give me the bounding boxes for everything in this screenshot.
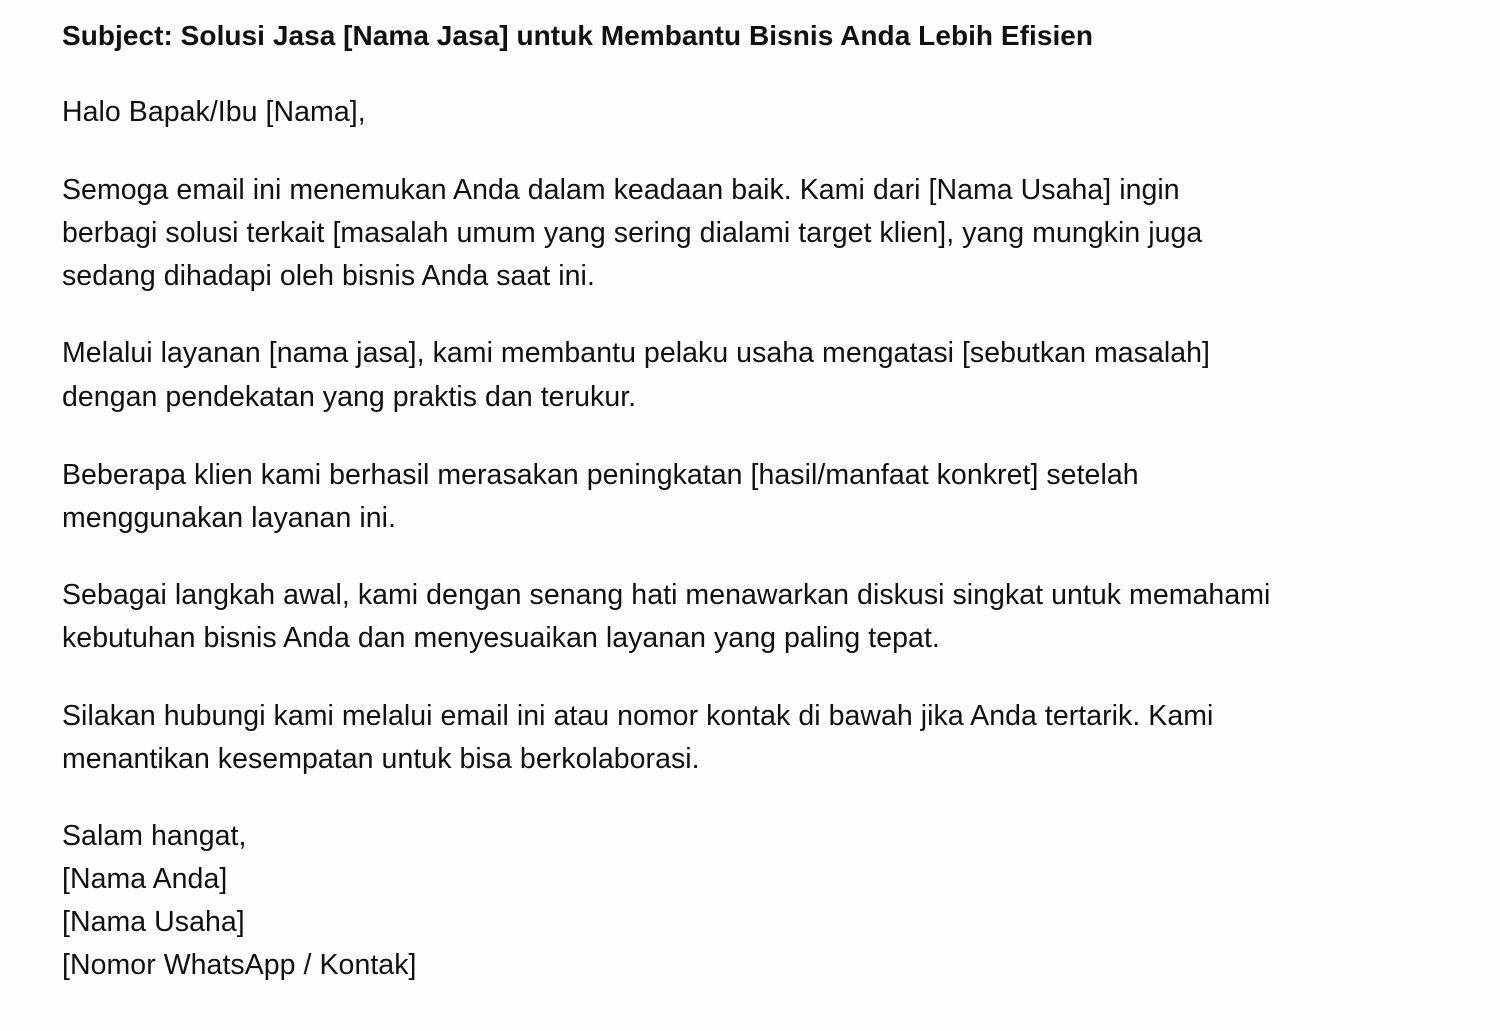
signature-contact: [Nomor WhatsApp / Kontak] xyxy=(62,949,417,981)
signature-closing: Salam hangat, xyxy=(62,820,247,852)
paragraph-line: Sebagai langkah awal, kami dengan senang hati menawarkan diskusi singkat untuk memahami xyxy=(62,579,1271,611)
paragraph-line: menggunakan layanan ini. xyxy=(62,502,396,534)
paragraph-line: sedang dihadapi oleh bisnis Anda saat ini. xyxy=(62,260,595,292)
paragraph-line: berbagi solusi terkait [masalah umum yang sering dialami target klien], yang mungkin juga xyxy=(62,217,1203,249)
paragraph-line: dengan pendekatan yang praktis dan terukur. xyxy=(62,381,637,413)
signature-business: [Nama Usaha] xyxy=(62,906,245,938)
paragraph-line: menantikan kesempatan untuk bisa berkolaborasi. xyxy=(62,743,700,775)
signature-name: [Nama Anda] xyxy=(62,863,228,895)
paragraph-line: Melalui layanan [nama jasa], kami membantu pelaku usaha mengatasi [sebutkan masalah] xyxy=(62,337,1211,369)
email-greeting: Halo Bapak/Ibu [Nama], xyxy=(62,96,366,128)
paragraph-line: kebutuhan bisnis Anda dan menyesuaikan layanan yang paling tepat. xyxy=(62,622,940,654)
paragraph-line: Beberapa klien kami berhasil merasakan peningkatan [hasil/manfaat konkret] setelah xyxy=(62,459,1139,491)
paragraph-line: Semoga email ini menemukan Anda dalam keadaan baik. Kami dari [Nama Usaha] ingin xyxy=(62,174,1180,206)
paragraph-line: Silakan hubungi kami melalui email ini atau nomor kontak di bawah jika Anda tertarik. Kami xyxy=(62,700,1214,732)
email-subject: Subject: Solusi Jasa [Nama Jasa] untuk Membantu Bisnis Anda Lebih Efisien xyxy=(62,20,1094,51)
